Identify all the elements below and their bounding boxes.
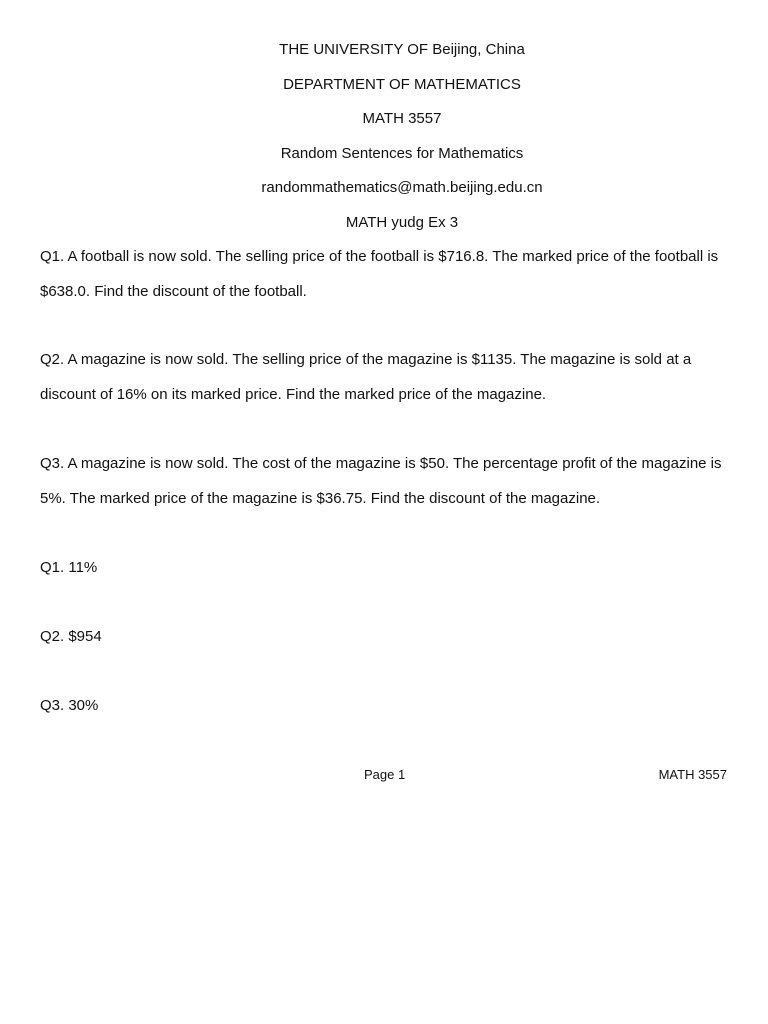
contact-email: randommathematics@math.beijing.edu.cn xyxy=(261,179,543,196)
exercise-title: MATH yudg Ex 3 xyxy=(345,214,459,231)
question-2: Q2. A magazine is now sold. The selling price of the magazine is $1135. The magazine is sold at a discount of 16% on its marked price. Find the marked price of the magazine. xyxy=(40,351,692,403)
university-heading: THE UNIVERSITY OF Beijing, China xyxy=(279,41,525,58)
answer-3: Q3. 30% xyxy=(40,697,99,714)
department-heading: DEPARTMENT OF MATHEMATICS xyxy=(283,76,521,93)
document-title: Random Sentences for Mathematics xyxy=(280,145,524,162)
question-1: Q1. A football is now sold. The selling price of the football is $716.8. The marked price of the football is $638.0. Find the discount of the football. xyxy=(40,248,719,300)
question-3: Q3. A magazine is now sold. The cost of the magazine is $50. The percentage profit of the magazine is 5%. The marked price of the magazine is $36.75. Find the discount of the magazine. xyxy=(40,455,722,507)
page-number: Page 1 xyxy=(364,767,406,782)
answer-2: Q2. $954 xyxy=(40,628,102,645)
course-code: MATH 3557 xyxy=(362,110,442,127)
footer-course-code: MATH 3557 xyxy=(658,767,727,782)
answer-1: Q1. 11% xyxy=(40,559,98,576)
